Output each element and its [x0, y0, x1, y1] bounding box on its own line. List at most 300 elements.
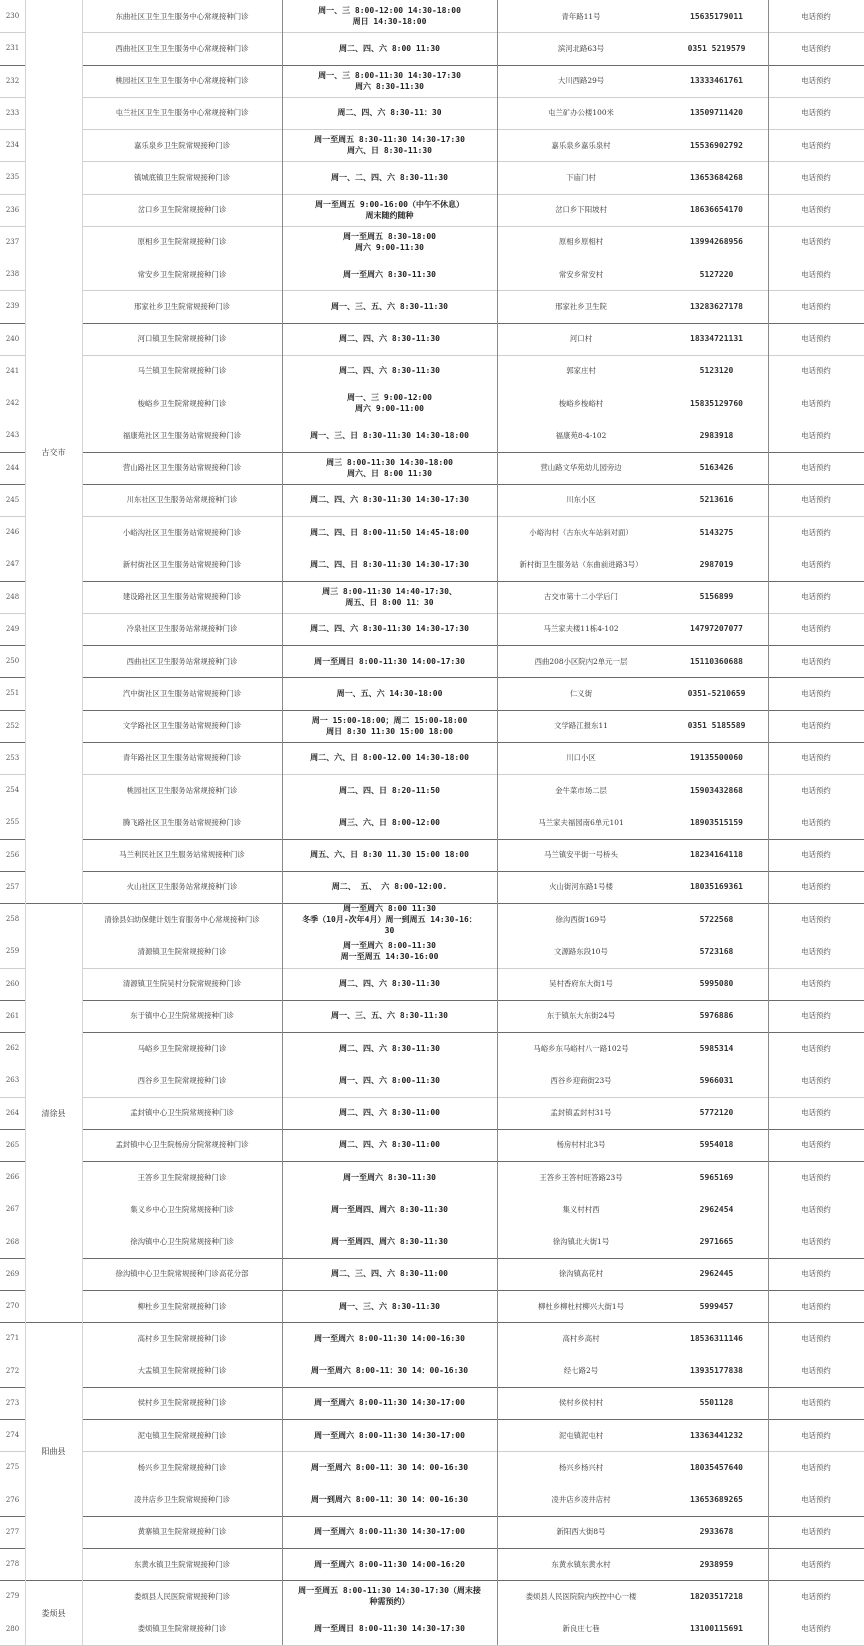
clinic-name: 邢家社乡卫生院常规接种门诊: [133, 301, 231, 311]
row-number: 250: [5, 657, 20, 666]
table-row: [0, 548, 864, 580]
table-row: [0, 1193, 864, 1225]
service-hours: [282, 1290, 497, 1322]
clinic-address: 王答乡王答村旺答路23号: [539, 1172, 623, 1182]
clinic-name: 东于镇中心卫生院常规接种门诊: [130, 1011, 234, 1021]
service-hours-line: 周二、六、日 8:00-12.00 14:30-18:00: [310, 753, 469, 763]
booking-method: 电话预约: [801, 43, 831, 53]
clinic-name: 杨兴乡卫生院常规接种门诊: [137, 1462, 227, 1472]
service-hours-line: 周一至周五 8:30-11:30 14:30-17:30: [314, 135, 465, 145]
service-hours-line: 周二、四、六 8:00 11:30: [339, 43, 440, 53]
service-hours: [282, 871, 497, 903]
service-hours: [282, 1097, 497, 1129]
booking-method: 电话预约: [801, 592, 831, 602]
clinic-name: 屯兰社区卫生卫生服务中心常规接种门诊: [115, 108, 249, 118]
table-row: [0, 1516, 864, 1548]
service-hours-line: 周一至周六 8:00-11:30 14:30-17:00: [314, 1430, 465, 1440]
table-row: [0, 1580, 864, 1612]
row-number: 235: [5, 173, 20, 182]
service-hours: [282, 903, 497, 935]
clinic-address: 滨河北路63号: [557, 43, 605, 53]
service-hours-line: 周三 8:00-11:30 14:40-17:30、: [322, 586, 457, 596]
row-number: 268: [5, 1237, 20, 1246]
district-divider: [0, 1322, 864, 1323]
booking-method: 电话预约: [801, 1075, 831, 1085]
service-hours: [282, 1451, 497, 1483]
clinic-name: 新村街社区卫生服务站常规接种门诊: [122, 559, 242, 569]
service-hours: [282, 935, 497, 967]
service-hours-line: 周六 9:00-11:00: [355, 404, 424, 414]
service-hours: [282, 161, 497, 193]
booking-method: 电话预约: [801, 850, 831, 860]
contact-phone: 18636654170: [690, 205, 743, 215]
contact-phone: 14797207077: [690, 624, 743, 634]
service-hours-line: 周日 8:30 11:30 15:00 18:00: [326, 726, 453, 736]
service-hours-line: 周一至周六 8:00-11:30 14:30-17:00: [314, 1527, 465, 1537]
table-row: [0, 258, 864, 290]
contact-phone: 5985314: [699, 1043, 734, 1053]
service-hours-line: 周一至周日 8:00-11:30 14:00-17:30: [314, 656, 465, 666]
table-row: [0, 613, 864, 645]
service-hours: [282, 742, 497, 774]
clinic-name: 营山路社区卫生服务站常规接种门诊: [122, 463, 242, 473]
column-divider: [282, 0, 283, 1645]
booking-method: 电话预约: [801, 1204, 831, 1214]
service-hours: [282, 0, 497, 32]
contact-phone: 15635179011: [690, 11, 743, 21]
clinic-address: 川东小区: [566, 495, 596, 505]
clinic-address: 马兰家夫楼11栋4-102: [543, 624, 619, 634]
contact-phone: 18903515159: [690, 817, 743, 827]
service-hours-line: 周二、四、六 8:30-11:30: [339, 1043, 440, 1053]
row-number: 245: [5, 495, 20, 504]
row-number: 269: [5, 1269, 20, 1278]
clinic-address: 马兰家夫福园南6单元101: [538, 817, 624, 827]
booking-method: 电话预约: [801, 1462, 831, 1472]
clinic-name: 汽中街社区卫生服务站常规接种门诊: [122, 688, 242, 698]
service-hours-line: 周一至周四、周六 8:30-11:30: [331, 1237, 448, 1247]
booking-method: 电话预约: [801, 1559, 831, 1569]
service-hours-line: 周二、四、日 8:00-11:50 14:45-18:00: [310, 527, 469, 537]
booking-method: 电话预约: [801, 1301, 831, 1311]
table-row: [0, 774, 864, 806]
service-hours: [282, 65, 497, 97]
clinic-address: 大川西路29号: [557, 76, 605, 86]
service-hours: [282, 32, 497, 64]
table-row: [0, 581, 864, 613]
clinic-address: 梭峪乡梭峪村: [558, 398, 604, 408]
service-hours: [282, 355, 497, 387]
clinic-address: 文学路江报东11: [554, 721, 608, 731]
row-number: 276: [5, 1495, 20, 1504]
clinic-address: 东黄水镇东黄水村: [551, 1559, 611, 1569]
row-number: 231: [5, 44, 20, 53]
row-number: 252: [5, 721, 20, 730]
row-number: 251: [5, 689, 20, 698]
booking-method: 电话预约: [801, 1430, 831, 1440]
contact-phone: 15110360688: [690, 656, 743, 666]
service-hours: [282, 1193, 497, 1225]
row-number: 233: [5, 108, 20, 117]
service-hours-line: 周二、四、六 8:30-11:00: [339, 1140, 440, 1150]
service-hours: [282, 677, 497, 709]
contact-phone: 13333461761: [690, 76, 743, 86]
contact-phone: 2962445: [699, 1269, 734, 1279]
booking-method: 电话预约: [801, 1140, 831, 1150]
table-row: [0, 1613, 864, 1645]
clinic-address: 文源路东段10号: [554, 946, 608, 956]
table-row: [0, 194, 864, 226]
booking-method: 电话预约: [801, 1043, 831, 1053]
contact-phone: 2962454: [699, 1204, 734, 1214]
service-hours-line: 周三、六、日 8:00-12:00: [339, 817, 440, 827]
row-number: 271: [5, 1334, 20, 1343]
clinic-name: 黄寨镇卫生院常规接种门诊: [137, 1527, 227, 1537]
clinic-name: 梭峪乡卫生院常规接种门诊: [137, 398, 227, 408]
table-row: [0, 323, 864, 355]
contact-phone: 5965169: [699, 1172, 734, 1182]
booking-method: 电话预约: [801, 914, 831, 924]
row-number: 237: [5, 237, 20, 246]
service-hours-line: 周一、三、五、六 8:30-11:30: [331, 1011, 448, 1021]
service-hours-line: 周一至周五 8:00-11:30 14:30-17:30（周末接: [298, 1586, 481, 1596]
service-hours-line: 周二、四、日 8:30-11:30 14:30-17:30: [310, 559, 469, 569]
row-number: 239: [5, 302, 20, 311]
service-hours-line: 周末随约随种: [365, 210, 414, 220]
clinic-address: 新村街卫生服务站（东曲前进路3号）: [519, 559, 643, 569]
service-hours: [282, 1419, 497, 1451]
clinic-address: 娄烦县人民医院院内疾控中心一楼: [525, 1591, 637, 1601]
contact-phone: 5954018: [699, 1140, 734, 1150]
table-row: [0, 1258, 864, 1290]
clinic-name: 柳杜乡卫生院常规接种门诊: [137, 1301, 227, 1311]
row-number: 259: [5, 947, 20, 956]
booking-method: 电话预约: [801, 237, 831, 247]
clinic-name: 马峪乡卫生院常规接种门诊: [137, 1043, 227, 1053]
clinic-address: 郭家庄村: [566, 366, 596, 376]
table-row: [0, 1322, 864, 1354]
contact-phone: 5722568: [699, 914, 734, 924]
contact-phone: 2938959: [699, 1559, 734, 1569]
table-row: [0, 355, 864, 387]
row-number: 275: [5, 1463, 20, 1472]
clinic-name: 马兰利民社区卫生服务站常规接种门诊: [119, 850, 245, 860]
service-hours: [282, 129, 497, 161]
row-number: 264: [5, 1108, 20, 1117]
service-hours-line: 周一至周六 8:00-11:30 14:00-16:20: [314, 1559, 465, 1569]
booking-method: 电话预约: [801, 140, 831, 150]
service-hours-line: 周一到周六 8:00-11：30 14：00-16:30: [310, 1495, 469, 1505]
service-hours-line: 周一至周六 8:00-11:30: [343, 941, 436, 951]
table-row: [0, 1161, 864, 1193]
service-hours-line: 周一、三 8:00-11:30 14:30-17:30: [318, 70, 461, 80]
contact-phone: 5723168: [699, 946, 734, 956]
contact-phone: 5127220: [699, 269, 734, 279]
service-hours-line: 周二、三、四、六 8:30-11:00: [331, 1269, 448, 1279]
clinic-name: 镇城底镇卫生院常规接种门诊: [133, 172, 231, 182]
clinic-name: 清徐县妇幼保健计划生育服务中心常规接种门诊: [104, 914, 260, 924]
column-divider: [82, 0, 83, 1645]
booking-method: 电话预约: [801, 817, 831, 827]
table-row: [0, 387, 864, 419]
row-number: 273: [5, 1398, 20, 1407]
contact-phone: 5501128: [699, 1398, 734, 1408]
service-hours: [282, 1355, 497, 1387]
table-row: [0, 1355, 864, 1387]
clinic-name: 马兰镇卫生院常规接种门诊: [137, 366, 227, 376]
clinic-name: 西谷乡卫生院常规接种门诊: [137, 1075, 227, 1085]
table-row: [0, 677, 864, 709]
table-row: [0, 968, 864, 1000]
contact-phone: 18035169361: [690, 882, 743, 892]
service-hours: [282, 613, 497, 645]
table-row: [0, 1226, 864, 1258]
service-hours-line: 周一至周六 8:00-11：30 14：00-16:30: [310, 1366, 469, 1376]
contact-phone: 5772120: [699, 1108, 734, 1118]
service-hours-line: 周二、四、六 8:30-11:30 14:30-17:30: [310, 495, 469, 505]
clinic-address: 邢家社乡卫生院: [555, 301, 607, 311]
table-row: [0, 1032, 864, 1064]
row-number: 256: [5, 850, 20, 859]
service-hours-line: 周一至周四、周六 8:30-11:30: [331, 1204, 448, 1214]
clinic-address: 岔口乡下阳坡村: [555, 205, 607, 215]
service-hours-line: 周二、四、六 8:30-11:30: [339, 366, 440, 376]
booking-method: 电话预约: [801, 495, 831, 505]
service-hours-line: 周二、 五、 六 8:00-12:00.: [331, 882, 448, 892]
clinic-address: 吴村香府东大街1号: [549, 979, 613, 989]
table-row: [0, 419, 864, 451]
booking-method: 电话预约: [801, 1624, 831, 1634]
clinic-address: 原相乡原相村: [558, 237, 604, 247]
booking-method: 电话预约: [801, 882, 831, 892]
table-row: [0, 484, 864, 516]
service-hours: [282, 1322, 497, 1354]
booking-method: 电话预约: [801, 1495, 831, 1505]
service-hours-line: 周一至周五 9:00-16:00（中午不休息）: [315, 199, 464, 209]
booking-method: 电话预约: [801, 721, 831, 731]
contact-phone: 13100115691: [690, 1624, 743, 1634]
service-hours: [282, 1580, 497, 1612]
contact-phone: 13653689265: [690, 1495, 743, 1505]
service-hours: [282, 290, 497, 322]
clinic-address: 集义村村西: [562, 1204, 600, 1214]
clinic-name: 侯村乡卫生院常规接种门诊: [137, 1398, 227, 1408]
booking-method: 电话预约: [801, 1269, 831, 1279]
district-name: 清徐县: [41, 1108, 66, 1118]
contact-phone: 13283627178: [690, 301, 743, 311]
clinic-name: 泥屯镇卫生院常规接种门诊: [137, 1430, 227, 1440]
contact-phone: 5143275: [699, 527, 734, 537]
booking-method: 电话预约: [801, 624, 831, 634]
service-hours: [282, 97, 497, 129]
clinic-name: 清源镇卫生院常规接种门诊: [137, 946, 227, 956]
service-hours: [282, 1129, 497, 1161]
row-number: 278: [5, 1560, 20, 1569]
table-row: [0, 226, 864, 258]
service-hours: [282, 323, 497, 355]
contact-phone: 5966031: [699, 1075, 734, 1085]
contact-phone: 19135500060: [690, 753, 743, 763]
booking-method: 电话预约: [801, 753, 831, 763]
booking-method: 电话预约: [801, 366, 831, 376]
clinic-name: 东曲社区卫生卫生服务中心常规接种门诊: [115, 11, 249, 21]
table-row: [0, 1451, 864, 1483]
service-hours-line: 周一、三、六 8:30-11:30: [339, 1301, 440, 1311]
booking-method: 电话预约: [801, 559, 831, 569]
service-hours: [282, 1548, 497, 1580]
service-hours: [282, 839, 497, 871]
table-row: [0, 1000, 864, 1032]
clinic-address: 河口村: [569, 334, 593, 344]
booking-method: 电话预约: [801, 430, 831, 440]
row-number: 260: [5, 979, 20, 988]
column-divider: [768, 0, 769, 1645]
clinic-address: 小峪沟村（古东火车站斜对面）: [529, 527, 633, 537]
clinic-address: 嘉乐泉乡嘉乐泉村: [551, 140, 611, 150]
clinic-address: 徐沟西街169号: [555, 914, 607, 924]
table-row: [0, 452, 864, 484]
clinic-name: 常安乡卫生院常规接种门诊: [137, 269, 227, 279]
service-hours: [282, 1064, 497, 1096]
service-hours: [282, 1516, 497, 1548]
clinic-name: 高村乡卫生院常规接种门诊: [137, 1333, 227, 1343]
service-hours-line: 周二、四、日 8:20-11:50: [339, 785, 440, 795]
clinic-address: 仁义街: [569, 688, 593, 698]
row-number: 247: [5, 560, 20, 569]
service-hours: [282, 1000, 497, 1032]
row-number: 267: [5, 1205, 20, 1214]
service-hours-line: 周六、日 8:30-11:30: [347, 146, 432, 156]
booking-method: 电话预约: [801, 1237, 831, 1247]
contact-phone: 0351 5185589: [687, 721, 746, 731]
contact-phone: 5156899: [699, 592, 734, 602]
clinic-address: 古交市第十二小学后门: [544, 592, 618, 602]
row-number: 241: [5, 366, 20, 375]
service-hours-line: 周一至周六 8:30-11:30: [343, 1172, 436, 1182]
booking-method: 电话预约: [801, 656, 831, 666]
clinic-name: 火山社区卫生服务站常规接种门诊: [126, 882, 238, 892]
clinic-address: 东于镇东大东街24号: [546, 1011, 616, 1021]
clinic-address: 屯兰矿办公楼100米: [548, 108, 614, 118]
service-hours-line: 周一、二、四、六 8:30-11:30: [331, 172, 448, 182]
clinic-name: 嘉乐泉乡卫生院常规接种门诊: [133, 140, 231, 150]
table-row: [0, 806, 864, 838]
row-number: 262: [5, 1044, 20, 1053]
contact-phone: 13509711420: [690, 108, 743, 118]
clinic-name: 桃园社区卫生卫生服务中心常规接种门诊: [115, 76, 249, 86]
booking-method: 电话预约: [801, 1591, 831, 1601]
clinic-address: 孟封镇孟封村31号: [550, 1108, 612, 1118]
service-hours: [282, 1161, 497, 1193]
row-number: 279: [5, 1592, 20, 1601]
clinic-name: 集义乡中心卫生院常规接种门诊: [130, 1204, 234, 1214]
booking-method: 电话预约: [801, 785, 831, 795]
service-hours-line: 周一、五、六 14:30-18:00: [336, 688, 443, 698]
clinic-name: 孟封镇中心卫生院杨房分院常规接种门诊: [115, 1140, 249, 1150]
row-number: 234: [5, 141, 20, 150]
row-number: 242: [5, 399, 20, 408]
clinic-name: 青年路社区卫生服务站常规接种门诊: [122, 753, 242, 763]
booking-method: 电话预约: [801, 172, 831, 182]
table-row: [0, 129, 864, 161]
table-row: [0, 0, 864, 32]
row-number: 263: [5, 1076, 20, 1085]
service-hours-line: 周一至周六 8:00-11：30 14：00-16:30: [310, 1462, 469, 1472]
service-hours-line: 周二、四、六 8:30-11:30: [339, 979, 440, 989]
clinic-address: 火山街河东路1号楼: [549, 882, 613, 892]
row-number: 248: [5, 592, 20, 601]
service-hours: [282, 258, 497, 290]
service-hours-line: 周六 8:30-11:30: [355, 81, 424, 91]
table-row: [0, 1419, 864, 1451]
district-name: 古交市: [41, 447, 66, 457]
booking-method: 电话预约: [801, 1527, 831, 1537]
table-row: [0, 1129, 864, 1161]
clinic-name: 腾飞路社区卫生服务站常规接种门诊: [122, 817, 242, 827]
service-hours: [282, 806, 497, 838]
table-row: [0, 1484, 864, 1516]
service-hours: [282, 774, 497, 806]
row-number: 272: [5, 1366, 20, 1375]
clinic-address: 川口小区: [566, 753, 596, 763]
table-row: [0, 290, 864, 322]
table-row: [0, 161, 864, 193]
booking-method: 电话预约: [801, 979, 831, 989]
table-row: [0, 97, 864, 129]
clinic-name: 大盂镇卫生院常规接种门诊: [137, 1366, 227, 1376]
service-hours-line: 周六 9:00-11:30: [355, 242, 424, 252]
service-hours-line: 周一至周六 8:00-11:30 14:30-17:00: [314, 1398, 465, 1408]
service-hours-line: 周二、四、六 8:30-11:30 14:30-17:30: [310, 624, 469, 634]
table-row: [0, 645, 864, 677]
service-hours-line: 周一至周六 8:30-11:30: [343, 269, 436, 279]
clinic-name: 王答乡卫生院常规接种门诊: [137, 1172, 227, 1182]
clinic-address: 高村乡高村: [562, 1333, 600, 1343]
clinic-name: 冷泉社区卫生服务站常规接种门诊: [126, 624, 238, 634]
service-hours-line: 周二、四、六 8:30-11:30: [339, 334, 440, 344]
row-number: 257: [5, 882, 20, 891]
table-row: [0, 1387, 864, 1419]
table-row: [0, 1290, 864, 1322]
service-hours-line: 30: [384, 925, 395, 935]
clinic-name: 西曲社区卫生卫生服务中心常规接种门诊: [115, 43, 249, 53]
service-hours-line: 周一至周日 8:00-11:30 14:30-17:30: [314, 1624, 465, 1634]
booking-method: 电话预约: [801, 1398, 831, 1408]
contact-phone: 2933678: [699, 1527, 734, 1537]
contact-phone: 0351 5219579: [687, 43, 746, 53]
service-hours: [282, 645, 497, 677]
service-hours: [282, 226, 497, 258]
service-hours: [282, 1484, 497, 1516]
service-hours-line: 周二、四、六 8:30-11:00: [339, 1108, 440, 1118]
row-number: 280: [5, 1624, 20, 1633]
service-hours-line: 周一、三、日 8:30-11:30 14:30-18:00: [310, 430, 469, 440]
clinic-address: 马峪乡东马峪村八一路102号: [533, 1043, 629, 1053]
row-number: 277: [5, 1527, 20, 1536]
table-row: [0, 32, 864, 64]
row-number: 232: [5, 76, 20, 85]
table-row: [0, 871, 864, 903]
column-divider: [25, 0, 26, 1645]
contact-phone: 13363441232: [690, 1430, 743, 1440]
clinic-name: 娄烦镇卫生院常规接种门诊: [137, 1624, 227, 1634]
clinic-name: 西曲社区卫生服务站常规接种门诊: [126, 656, 238, 666]
clinic-name: 岔口乡卫生院常规接种门诊: [137, 205, 227, 215]
clinic-name: 东黄水镇卫生院常规接种门诊: [133, 1559, 231, 1569]
service-hours-line: 周一 15:00-18:00；周二 15:00-18:00: [311, 715, 468, 725]
contact-phone: 2971665: [699, 1237, 734, 1247]
service-hours-line: 周一至周六 8:00 11:30: [343, 903, 436, 913]
